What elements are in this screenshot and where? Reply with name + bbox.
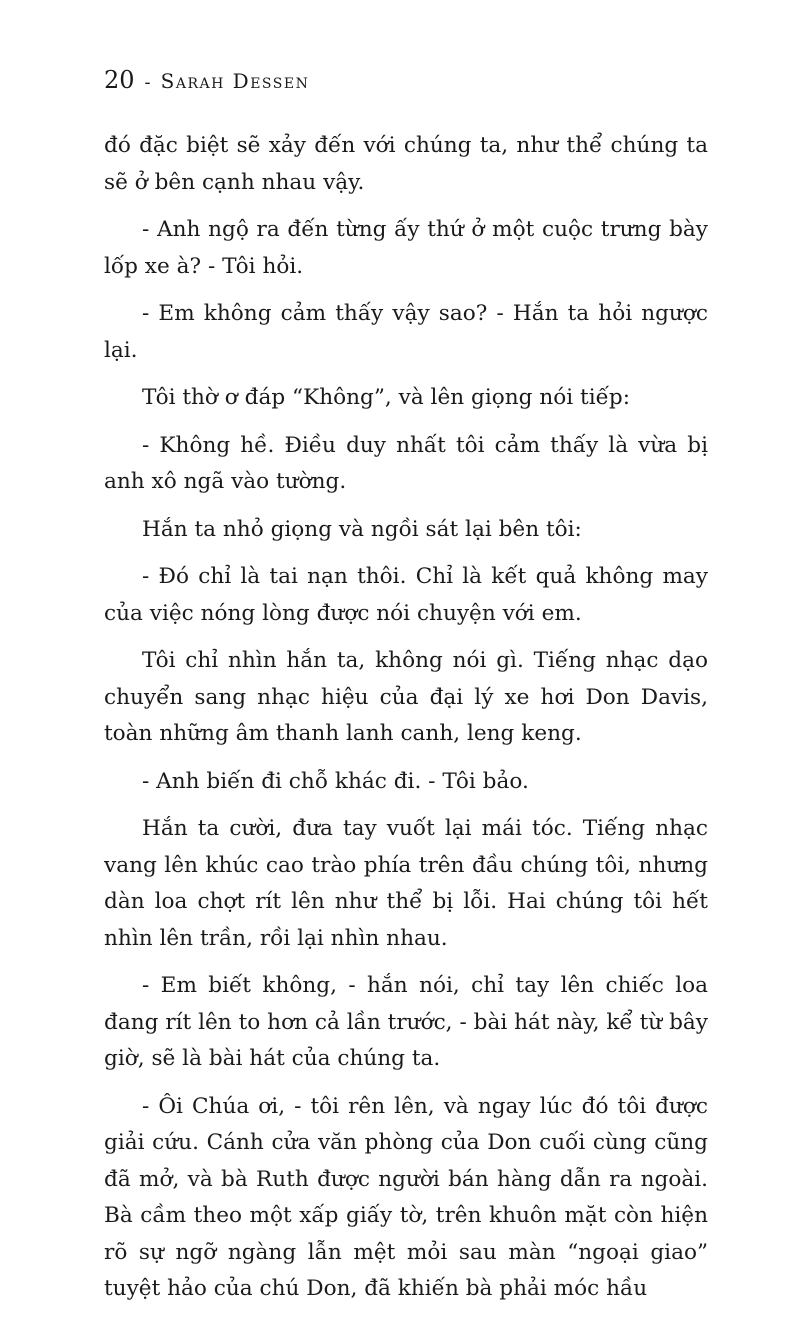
paragraph: - Anh biến đi chỗ khác đi. - Tôi bảo. — [142, 768, 529, 794]
paragraph: - Đó chỉ là tai nạn thôi. Chỉ là kết quả không may của việc nóng lòng được nói chuyện với em. — [104, 564, 708, 626]
paragraph: Hắn ta cười, đưa tay vuốt lại mái tóc. Tiếng nhạc vang lên khúc cao trào phía trên đầu chúng tôi, nhưng dàn loa chợt rít lên như thể bị lỗi. Hai chúng tôi hết nhìn lên trần, rồi lại nhìn nhau. — [104, 816, 708, 951]
paragraph: - Em không cảm thấy vậy sao? - Hắn ta hỏi ngược lại. — [104, 301, 708, 363]
header-separator: - — [144, 72, 151, 93]
paragraph: Tôi thờ ơ đáp “Không”, và lên giọng nói tiếp: — [142, 385, 630, 410]
paragraph: - Em biết không, - hắn nói, chỉ tay lên chiếc loa đang rít lên to hơn cả lần trước, - bài hát này, kể từ bây giờ, sẽ là bài hát của chúng ta. — [104, 973, 708, 1071]
page-body — [104, 128, 708, 1319]
paragraph: đó đặc biệt sẽ xảy đến với chúng ta, như thể chúng ta sẽ ở bên cạnh nhau vậy. — [104, 133, 708, 195]
paragraph: Hắn ta nhỏ giọng và ngồi sát lại bên tôi: — [142, 516, 582, 542]
paragraph: - Ôi Chúa ơi, - tôi rên lên, và ngay lúc đó tôi được giải cứu. Cánh cửa văn phòng của Don cuối cùng cũng đã mở, và bà Ruth được người bán hàng dẫn ra ngoài. Bà cầm theo một xấp giấy tờ, trên khuôn mặt còn hiện rõ sự ngỡ ngàng lẫn mệt mỏi sau màn “ngoại giao” tuyệt hảo của chú Don, đã khiến bà phải móc hầu — [104, 1093, 708, 1301]
running-header — [104, 64, 309, 99]
paragraph: Tôi chỉ nhìn hắn ta, không nói gì. Tiếng nhạc dạo chuyển sang nhạc hiệu của đại lý xe hơi Don Davis, toàn những âm thanh lanh canh, leng keng. — [104, 648, 708, 746]
paragraph: - Không hề. Điều duy nhất tôi cảm thấy là vừa bị anh xô ngã vào tường. — [104, 432, 708, 494]
paragraph: - Anh ngộ ra đến từng ấy thứ ở một cuộc trưng bày lốp xe à? - Tôi hỏi. — [104, 217, 708, 279]
author-name: Sarah Dessen — [160, 69, 310, 93]
page-number: 20 — [104, 66, 135, 94]
